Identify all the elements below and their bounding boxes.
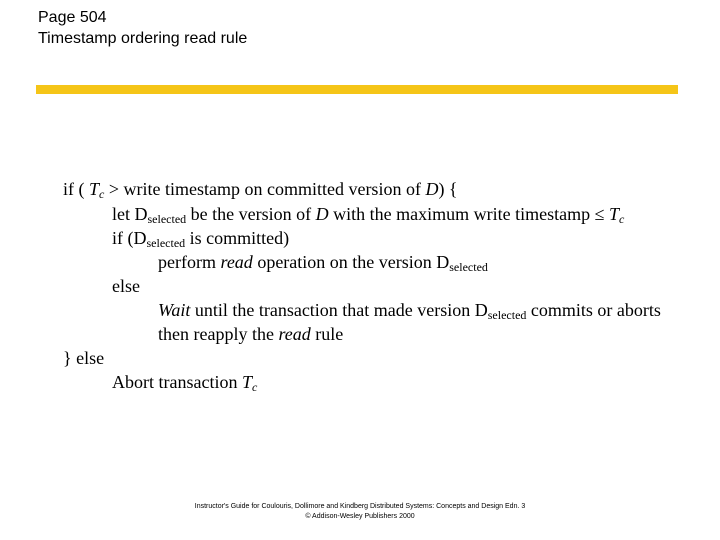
code-line-1 [63, 178, 458, 200]
code-subscript: c [251, 380, 258, 394]
slide-title: Timestamp ordering read rule [38, 30, 248, 47]
code-text: if (D [112, 228, 147, 248]
code-var: read [278, 324, 311, 344]
code-text: rule [310, 324, 344, 344]
code-line-8 [63, 347, 104, 369]
code-var: read [220, 252, 253, 272]
code-var: T [241, 372, 252, 392]
code-text: until the transaction that made version D [190, 300, 488, 320]
code-line-9 [112, 371, 257, 393]
footer-copyright: © Addison-Wesley Publishers 2000 [305, 513, 415, 520]
code-line-6 [158, 299, 661, 321]
code-text: be the version of [186, 204, 316, 224]
code-subscript: selected [146, 236, 186, 250]
code-var: D [425, 179, 439, 199]
code-text: ) { [438, 179, 458, 199]
code-line-5 [112, 275, 140, 297]
code-text: } else [63, 348, 105, 368]
code-text: let D [112, 204, 148, 224]
code-text: if ( [63, 179, 89, 199]
slide-footer [0, 502, 720, 522]
code-line-4 [158, 251, 488, 273]
code-subscript: selected [147, 212, 187, 226]
code-subscript: c [618, 212, 625, 226]
code-var: T [89, 179, 100, 199]
code-text: is committed) [185, 228, 290, 248]
code-line-3 [112, 227, 289, 249]
footer-citation: Instructor's Guide for Coulouris, Dollimore and Kindberg Distributed Systems: Concepts and Design Edn. 3 [194, 503, 526, 510]
code-subscript: c [99, 187, 105, 201]
code-text: commits or aborts [526, 300, 661, 320]
code-text: with the maximum write timestamp ≤ [328, 204, 609, 224]
page-number: Page 504 [38, 9, 107, 26]
code-text: > write timestamp on committed version of [104, 179, 426, 199]
code-text: perform [158, 252, 221, 272]
code-var: Wait [158, 300, 191, 320]
code-line-2 [112, 203, 624, 225]
code-text: operation on the version D [252, 252, 450, 272]
code-text: then reapply the [158, 324, 279, 344]
code-var: T [608, 204, 619, 224]
code-text: Abort transaction [112, 372, 242, 392]
code-text: else [112, 276, 140, 296]
code-line-7 [158, 323, 343, 345]
code-var: D [315, 204, 329, 224]
code-subscript: selected [449, 260, 488, 274]
code-subscript: selected [487, 308, 527, 322]
